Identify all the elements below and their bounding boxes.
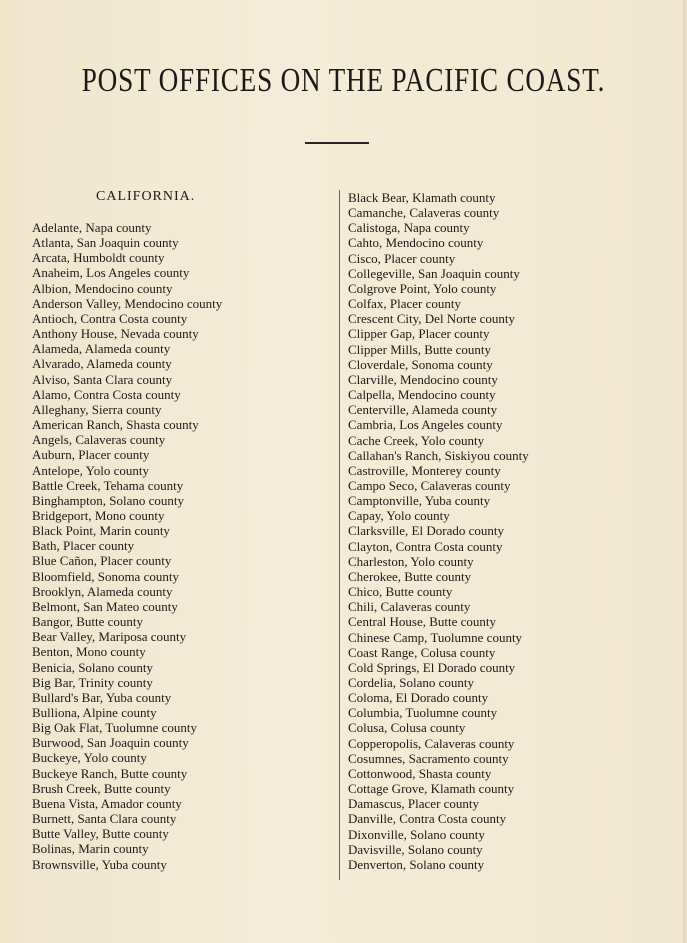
post-office-entry: Cache Creek, Yolo county — [348, 432, 485, 448]
post-office-entry: Castroville, Monterey county — [348, 462, 501, 478]
post-office-entry: Black Point, Marin county — [32, 523, 170, 539]
post-office-entry: Central House, Butte county — [348, 614, 497, 630]
page-title: POST OFFICES ON THE PACIFIC COAST. — [81, 62, 606, 99]
post-office-entry: Alleghany, Sierra county — [32, 401, 162, 417]
post-office-entry: Cisco, Placer county — [348, 250, 456, 266]
post-office-entry: Brush Creek, Butte county — [32, 780, 171, 796]
post-office-entry: Anaheim, Los Angeles county — [32, 265, 190, 281]
post-office-entry: Denverton, Solano county — [348, 856, 485, 872]
post-office-entry: Colfax, Placer county — [348, 296, 461, 312]
post-office-entry: Buckeye Ranch, Butte county — [32, 765, 188, 781]
post-office-entry: Calistoga, Napa county — [348, 220, 470, 236]
post-office-entry: Copperopolis, Calaveras county — [348, 735, 515, 751]
post-office-entry: Binghampton, Solano county — [32, 492, 185, 508]
post-office-entry: Auburn, Placer county — [32, 447, 150, 463]
left-column-list — [32, 220, 222, 872]
post-office-entry: Crescent City, Del Norte county — [348, 311, 516, 327]
post-office-entry: Clarville, Mendocino county — [348, 371, 498, 387]
post-office-entry: Calpella, Mendocino county — [348, 387, 496, 403]
post-office-entry: Buena Vista, Amador county — [32, 795, 182, 811]
post-office-entry: Danville, Contra Costa county — [348, 811, 507, 827]
post-office-entry: Davisville, Solano county — [348, 841, 483, 857]
post-office-entry: Coloma, El Dorado county — [348, 690, 489, 706]
post-office-entry: Antelope, Yolo county — [32, 462, 149, 478]
post-office-entry: Alvarado, Alameda county — [32, 356, 172, 372]
post-office-entry: Charleston, Yolo county — [348, 553, 474, 569]
post-office-entry: Damascus, Placer county — [348, 796, 480, 812]
post-office-entry: Clipper Gap, Placer county — [348, 326, 490, 342]
post-office-entry: Angels, Calaveras county — [32, 432, 166, 448]
post-office-entry: Butte Valley, Butte county — [32, 826, 169, 842]
post-office-entry: Chili, Calaveras county — [348, 599, 471, 615]
post-office-entry: Benicia, Solano county — [32, 659, 153, 675]
post-office-entry: Clipper Mills, Butte county — [348, 341, 491, 357]
post-office-entry: Bullard's Bar, Yuba county — [32, 689, 172, 705]
section-heading: CALIFORNIA. — [96, 189, 196, 204]
post-office-entry: Black Bear, Klamath county — [348, 190, 496, 205]
post-office-entry: Chico, Butte county — [348, 584, 453, 600]
post-office-entry: Arcata, Humboldt county — [32, 250, 165, 266]
post-office-entry: Bulliona, Alpine county — [32, 705, 157, 720]
post-office-entry: Dixonville, Solano county — [348, 826, 485, 842]
right-column-list — [348, 190, 529, 872]
post-office-entry: Cherokee, Butte county — [348, 568, 472, 584]
post-office-entry: Cahto, Mendocino county — [348, 235, 484, 251]
post-office-entry: Cottage Grove, Klamath county — [348, 781, 515, 797]
post-office-entry: Callahan's Ranch, Siskiyou county — [348, 447, 529, 463]
post-office-entry: Camanche, Calaveras county — [348, 205, 500, 221]
post-office-entry: Cloverdale, Sonoma county — [348, 356, 493, 372]
post-office-entry: Colusa, Colusa county — [348, 720, 466, 736]
post-office-entry: Cambria, Los Angeles county — [348, 417, 503, 433]
post-office-entry: Cottonwood, Shasta county — [348, 765, 492, 781]
post-office-entry: Clayton, Contra Costa county — [348, 538, 503, 554]
post-office-entry: Adelante, Napa county — [32, 220, 152, 235]
column-divider — [339, 190, 340, 880]
post-office-entry: Buckeye, Yolo county — [32, 750, 147, 766]
post-office-entry: Cold Springs, El Dorado county — [348, 659, 516, 675]
post-office-entry: Collegeville, San Joaquin county — [348, 265, 520, 281]
post-office-entry: Battle Creek, Tehama county — [32, 477, 184, 493]
post-office-entry: Blue Cañon, Placer county — [32, 553, 172, 569]
post-office-entry: Cosumnes, Sacramento county — [348, 750, 509, 766]
post-office-entry: Brooklyn, Alameda county — [32, 583, 173, 599]
post-office-entry: Camptonville, Yuba county — [348, 493, 491, 509]
post-office-entry: Clarksville, El Dorado county — [348, 523, 504, 539]
post-office-entry: Big Oak Flat, Tuolumne county — [32, 720, 198, 736]
post-office-entry: Bath, Placer county — [32, 538, 135, 554]
post-office-entry: Coast Range, Colusa county — [348, 644, 496, 660]
post-office-entry: Big Bar, Trinity county — [32, 674, 153, 690]
post-office-entry: Burwood, San Joaquin county — [32, 735, 189, 751]
post-office-entry: Albion, Mendocino county — [32, 280, 173, 296]
post-office-entry: Anderson Valley, Mendocino county — [32, 295, 223, 311]
post-office-entry: Chinese Camp, Tuolumne county — [348, 629, 523, 645]
title-rule — [305, 142, 369, 144]
post-office-entry: American Ranch, Shasta county — [32, 417, 199, 433]
post-office-entry: Bridgeport, Mono county — [32, 507, 165, 523]
post-office-entry: Anthony House, Nevada county — [32, 326, 199, 342]
post-office-entry: Antioch, Contra Costa county — [32, 310, 188, 326]
post-office-entry: Centerville, Alameda county — [348, 402, 498, 418]
post-office-entry: Benton, Mono county — [32, 644, 146, 660]
post-office-entry: Bangor, Butte county — [32, 614, 144, 630]
page-edge — [683, 0, 687, 943]
post-office-entry: Capay, Yolo county — [348, 508, 450, 524]
post-office-entry: Atlanta, San Joaquin county — [32, 235, 179, 251]
post-office-entry: Alameda, Alameda county — [32, 341, 171, 357]
post-office-entry: Bloomfield, Sonoma county — [32, 568, 179, 584]
post-office-entry: Alviso, Santa Clara county — [32, 371, 173, 387]
post-office-entry: Campo Seco, Calaveras county — [348, 477, 511, 493]
post-office-entry: Belmont, San Mateo county — [32, 598, 178, 614]
post-office-entry: Bolinas, Marin county — [32, 841, 149, 857]
post-office-entry: Bear Valley, Mariposa county — [32, 629, 187, 645]
post-office-entry: Columbia, Tuolumne county — [348, 705, 498, 721]
post-office-entry: Colgrove Point, Yolo county — [348, 280, 497, 296]
post-office-entry: Alamo, Contra Costa county — [32, 386, 181, 402]
post-office-entry: Burnett, Santa Clara county — [32, 811, 177, 827]
post-office-entry: Cordelia, Solano county — [348, 675, 475, 690]
post-office-entry: Brownsville, Yuba county — [32, 856, 167, 872]
